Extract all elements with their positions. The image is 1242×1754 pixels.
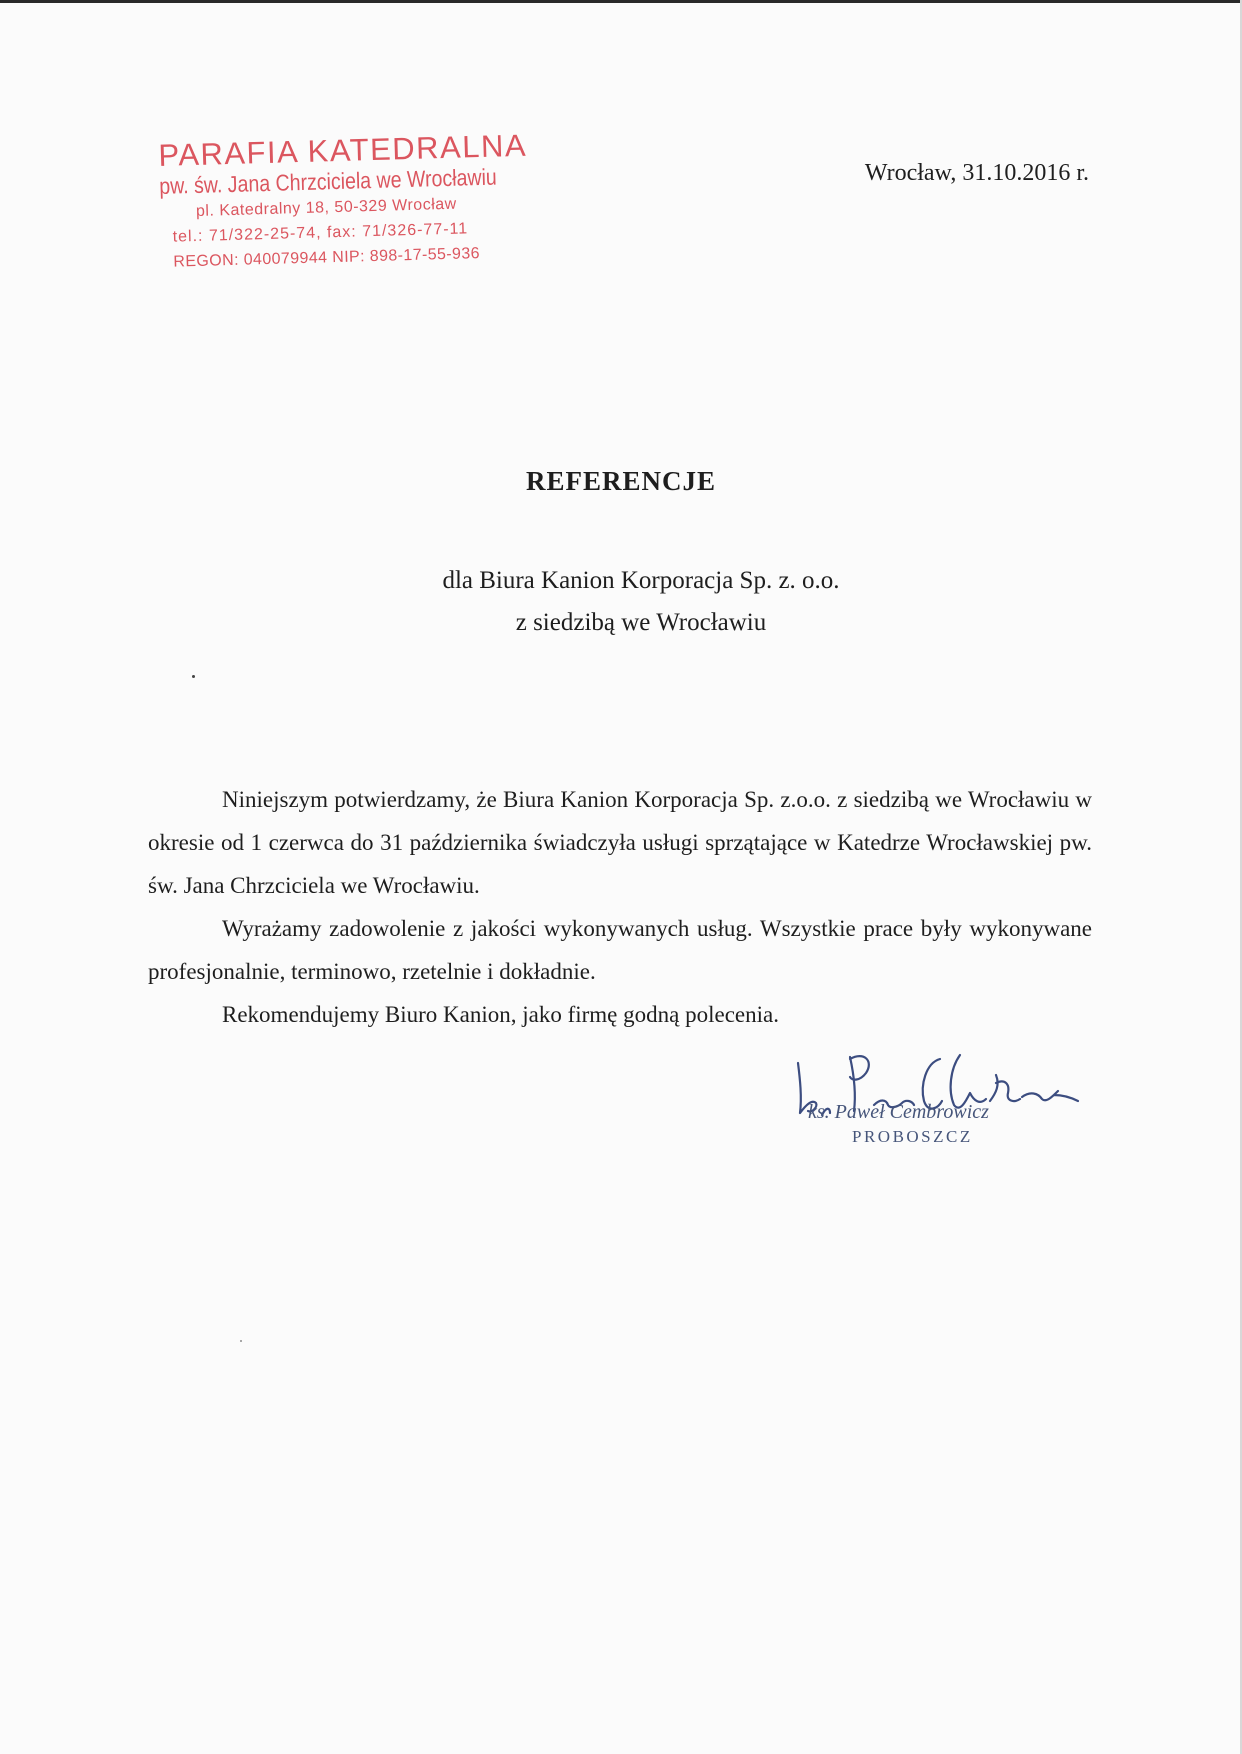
scan-speck [192, 675, 195, 678]
recipient-line-1: dla Biura Kanion Korporacja Sp. z. o.o. [442, 567, 840, 594]
stamp-priest-name: ks. Paweł Cembrowicz [808, 1101, 989, 1123]
stamp-parish-subtitle: pw. św. Jana Chrzciciela we Wrocławiu [158, 163, 498, 199]
stamp-parish-name: PARAFIA KATEDRALNA [157, 127, 528, 173]
stamp-phones: tel.: 71/322-25-74, fax: 71/326-77-11 [172, 220, 469, 246]
scan-speck [240, 1340, 242, 1342]
stamp-ids: REGON: 040079944 NIP: 898-17-55-936 [173, 245, 481, 271]
stamp-priest-title: PROBOSZCZ [852, 1127, 973, 1146]
body-paragraph: Niniejszym potwierdzamy, że Biura Kanion Korporacja Sp. z.o.o. z siedzibą we Wrocławiu w okresie od 1 czerwca do 31 października świadczyła usługi sprzątające w Katedrze Wrocławskiej pw. św. Jana Chrzciciela we Wrocławiu. [148, 787, 1092, 898]
scan-top-edge [0, 0, 1242, 3]
parish-header-stamp [158, 129, 559, 271]
body-paragraph: Wyrażamy zadowolenie z jakości wykonywanych usług. Wszystkie prace były wykonywane profesjonalnie, terminowo, rzetelnie i dokładnie. [148, 916, 1092, 984]
recipient-block [20, 560, 1242, 644]
letter-body [148, 778, 1092, 1036]
signature-block [790, 1045, 1090, 1155]
letter-title: REFERENCJE [525, 466, 717, 496]
body-paragraph: Rekomendujemy Biuro Kanion, jako firmę godną polecenia. [222, 1002, 779, 1027]
stamp-address: pl. Katedralny 18, 50-329 Wrocław [195, 195, 457, 220]
recipient-line-2: z siedzibą we Wrocławiu [515, 609, 767, 636]
letter-date: Wrocław, 31.10.2016 r. [864, 160, 1089, 186]
